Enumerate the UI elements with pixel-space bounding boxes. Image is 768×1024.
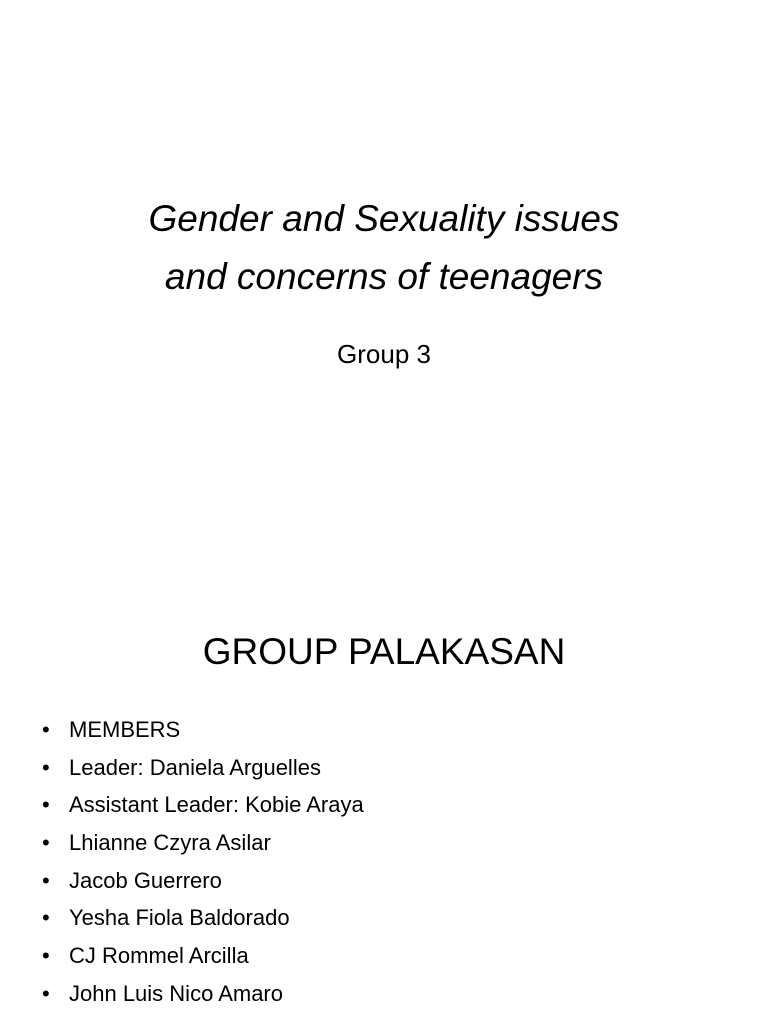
bullet-icon: •	[42, 867, 50, 893]
bullet-icon: •	[42, 943, 50, 969]
members-slide	[0, 576, 768, 1024]
list-item-text: John Luis Nico Amaro	[69, 980, 283, 1006]
list-item-text: Leader: Daniela Arguelles	[69, 754, 321, 780]
bullet-icon: •	[42, 905, 50, 931]
bullet-icon: •	[42, 717, 50, 742]
list-item	[42, 902, 364, 940]
list-item-text: Yesha Fiola Baldorado	[69, 905, 290, 931]
bullet-icon: •	[42, 980, 50, 1006]
member-list	[42, 714, 364, 1016]
list-item	[42, 714, 364, 752]
members-slide-title: GROUP PALAKASAN	[202, 631, 566, 672]
presentation-title	[0, 190, 768, 306]
bullet-icon: •	[42, 754, 50, 780]
list-item-text: Lhianne Czyra Asilar	[69, 830, 271, 856]
list-item-text: CJ Rommel Arcilla	[69, 943, 249, 969]
list-item	[42, 865, 364, 903]
presentation-subtitle: Group 3	[337, 339, 431, 369]
title-line-1: Gender and Sexuality issues	[148, 198, 620, 239]
bullet-icon: •	[42, 830, 50, 856]
list-item-text: Jacob Guerrero	[69, 867, 222, 893]
title-line-2: and concerns of teenagers	[164, 256, 604, 297]
list-item	[42, 978, 364, 1016]
list-item	[42, 827, 364, 865]
list-item	[42, 940, 364, 978]
list-item	[42, 789, 364, 827]
list-item	[42, 752, 364, 790]
bullet-icon: •	[42, 792, 50, 818]
list-item-text: MEMBERS	[69, 717, 181, 742]
list-item-text: Assistant Leader: Kobie Araya	[69, 792, 364, 818]
